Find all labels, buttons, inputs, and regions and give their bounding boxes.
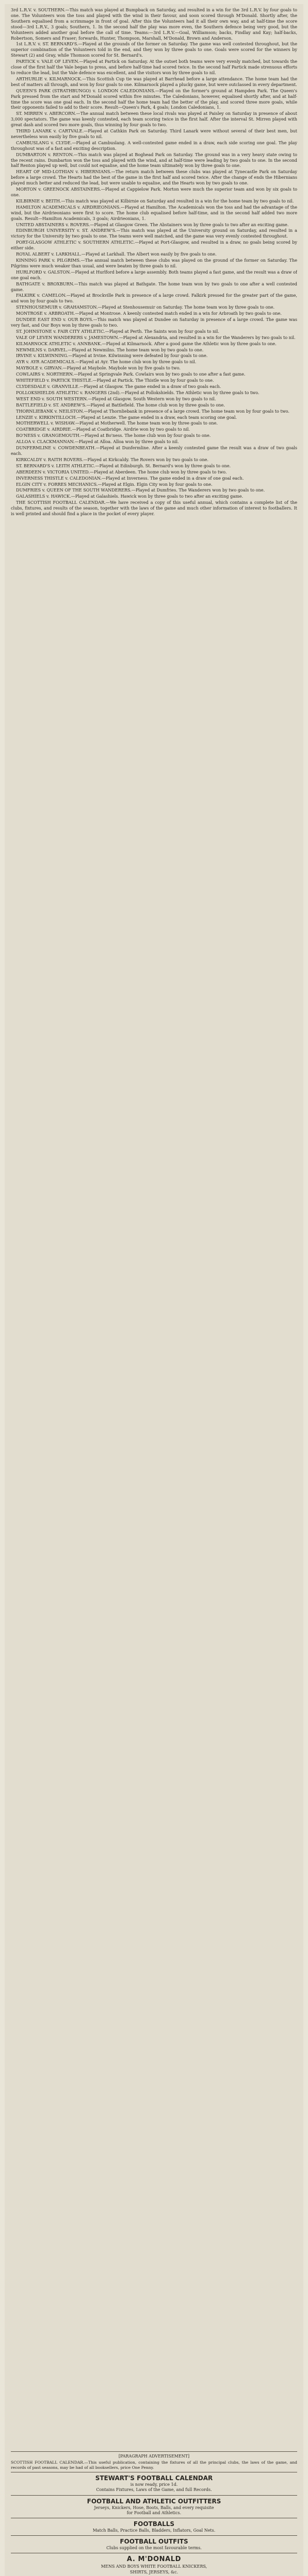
advertisements-section	[11, 2451, 297, 2575]
match-report-paragraph: WEST END v. SOUTH WESTERN.—Played at Glasgow. South Western won by two goals to nil.	[16, 396, 216, 401]
match-report-paragraph: VALE OF LEVEN WANDERERS v. JAMESTOWN.—Played at Alexandria, and resulted in a win for the Wanderers by two goals to nil.	[16, 334, 296, 340]
match-report-paragraph: NEWMILNS v. DARVEL.—Played at Newmilns. The home team won by two goals to one.	[16, 347, 204, 352]
match-report-paragraph: ELGIN CITY v. FORRES MECHANICS.—Played at Elgin. Elgin City won by four goals to one.	[16, 481, 213, 487]
ad-divider	[11, 2535, 297, 2536]
newspaper-page	[5, 4, 303, 2576]
match-report-paragraph: UNITED ABSTAINERS v. ROVERS.—Played at Glasgow Green. The Abstainers won by three goals to two after an exciting game.	[16, 222, 289, 227]
ad-footballs-title: FOOTBALLS	[133, 2520, 175, 2528]
ad-calendar-title: STEWART'S FOOTBALL CALENDAR	[95, 2475, 213, 2482]
match-report-paragraph: HEART OF MID-LOTHIAN v. HIBERNIANS.—The return match between these clubs was played at Tynecastle Park on Saturday before a large crowd. The Hearts had the best of the game in the first half and scored twice. After the change of ends the Hibernians played much better and reduced the lead, but were unable to equalise, and the Hearts won by two goals to one.	[11, 169, 297, 186]
ad-outfitters-title: FOOTBALL AND ATHLETIC OUTFITTERS	[87, 2497, 221, 2505]
football-results-column	[11, 7, 297, 2449]
match-report-paragraph: ST. BERNARD'S v. LEITH ATHLETIC.—Played at Edinburgh. St. Bernard's won by three goals to one.	[16, 463, 231, 468]
match-report-paragraph: MORTON v. GREENOCK ABSTAINERS.—Played at Cappielow Park. Morton were much the superior team and won by six goals to one.	[11, 187, 297, 197]
match-report-paragraph: STENHOUSEMUIR v. GRAHAMSTON.—Played at Stenhousemuir on Saturday. The home team won by three goals to one.	[16, 304, 275, 310]
match-report-paragraph: COWLAIRS v. NORTHERN.—Played at Springvale Park. Cowlairs won by two goals to one after a fast game.	[16, 371, 246, 377]
section-divider	[11, 2451, 297, 2452]
ad-mdonald-line: SHIRTS, JERSEYS, &c.	[129, 2569, 179, 2574]
match-report-paragraph: POLLOKSHIELDS ATHLETIC v. RANGERS (2nd).—Played at Pollokshields. The Athletic won by three goals to two.	[16, 389, 260, 395]
match-report-paragraph: ST. JOHNSTONE v. FAIR CITY ATHLETIC.—Played at Perth. The Saints won by four goals to nil.	[16, 328, 219, 334]
ad-divider	[11, 2495, 297, 2496]
match-report-paragraph: PORT-GLASGOW ATHLETIC v. SOUTHERN ATHLETIC.—Played at Port-Glasgow, and resulted in a draw, no goals being scored by either side.	[11, 240, 297, 251]
match-report-paragraph: GALASHIELS v. HAWICK.—Played at Galashiels. Hawick won by three goals to two after an exciting game.	[16, 494, 244, 499]
match-report-paragraph: CLYDESDALE v. GRANVILLE.—Played at Glasgow. The game ended in a draw of two goals each.	[16, 384, 221, 389]
match-report-paragraph: KIRKCALDY v. RAITH ROVERS.—Played at Kirkcaldy. The Rovers won by two goals to one.	[16, 456, 209, 462]
match-report-paragraph: BO'NESS v. GRANGEMOUTH.—Played at Bo'ness. The home club won by four goals to one.	[16, 433, 211, 438]
ad-outfits-line: Clubs supplied on the most favourable terms.	[106, 2546, 202, 2551]
match-report-paragraph: WHITEFIELD v. PARTICK THISTLE.—Played at Partick. The Thistle won by four goals to one.	[16, 378, 214, 383]
match-report-paragraph: MAYBOLE v. GIRVAN.—Played at Maybole. Maybole won by five goals to two.	[16, 365, 181, 371]
match-report-paragraph: ARTHURLIE v. KILMARNOCK.—This Scottish Cup tie was played at Barrhead before a large attendance. The home team had the best of matters all through, and won by four goals to one. Kilmarnock played a plucky game, but were outclassed in every department.	[11, 76, 297, 87]
match-report-paragraph: INVERNESS THISTLE v. CALEDONIAN.—Played at Inverness. The game ended in a draw of one goal each.	[16, 475, 244, 481]
match-report-paragraph: THIRD LANARK v. CARTVALE.—Played at Cathkin Park on Saturday. Third Lanark were without several of their best men, but nevertheless won easily by five goals to nil.	[11, 128, 297, 139]
ad-mdonald-title: A. M'DONALD	[126, 2555, 182, 2564]
match-report-paragraph: DUMFRIES v. QUEEN OF THE SOUTH WANDERERS.—Played at Dumfries. The Wanderers won by two goals to one.	[16, 487, 265, 493]
match-report-paragraph: IRVINE v. KILWINNING.—Played at Irvine. Kilwinning were defeated by four goals to one.	[16, 353, 208, 359]
match-report-paragraph: COATBRIDGE v. AIRDRIE.—Played at Coatbridge. Airdrie won by two goals to nil.	[16, 427, 190, 432]
match-report-paragraph: ABERDEEN v. VICTORIA UNITED.—Played at Aberdeen. The home club won by three goals to two.	[16, 469, 227, 474]
match-report-paragraph: ROYAL ALBERT v. LARKHALL.—Played at Larkhall. The Albert won easily by five goals to one.	[16, 251, 217, 257]
ad-mdonald-line: MENS AND BOYS WHITE FOOTBALL KNICKERS,	[101, 2564, 207, 2569]
match-report-paragraph: KILBIRNIE v. BEITH.—This match was played at Kilbirnie on Saturday and resulted in a win for the home team by two goals to nil.	[16, 198, 294, 204]
ad-outfits-title: FOOTBALL OUTFITS	[120, 2538, 188, 2546]
match-report-paragraph: ALLOA v. CLACKMANNAN.—Played at Alloa. Alloa won by three goals to nil.	[16, 439, 179, 445]
match-report-paragraph: DUNFERMLINE v. COWDENBEATH.—Played at Dunfermline. After a keenly contested game the result was a draw of two goals each.	[11, 445, 297, 456]
ad-outfitters-line: for Football and Athletics.	[126, 2510, 182, 2515]
ad-calendar-line: Contains Fixtures, Laws of the Game, and full Records.	[96, 2487, 212, 2493]
match-report-paragraph: KILMARNOCK ATHLETIC v. ANNBANK.—Played at Kilmarnock. After a good game the Athletic won by three goals to one.	[16, 341, 277, 346]
match-report-paragraph: LENZIE v. KIRKINTILLOCH.—Played at Lenzie. The game ended in a draw, each team scoring one goal.	[16, 414, 237, 420]
match-report-paragraph: FALKIRK v. CAMELON.—Played at Brockville Park in presence of a large crowd. Falkirk pressed for the greater part of the game, and won by four goals to two.	[11, 293, 297, 304]
match-report-paragraph: BATTLEFIELD v. ST. ANDREW'S.—Played at Battlefield. The home club won by three goals to one.	[16, 402, 225, 408]
match-report-paragraph: MONTROSE v. ARBROATH.—Played at Montrose. A keenly contested match ended in a win for Arbroath by two goals to one.	[16, 311, 282, 316]
match-report-paragraph: ST. MIRREN v. ABERCORN.—The annual match between these local rivals was played at Paisley on Saturday in presence of about 3,000 spectators. The game was keenly contested, each team scoring twice in the first half. After the interval St. Mirren played with great dash and scored two more goals, thus winning by four goals to two.	[11, 111, 297, 128]
match-report-paragraph: QUEEN'S PARK (STRATHBUNGO) v. LONDON CALEDONIANS.—Played on the former's ground at Hampden Park. The Queen's Park pressed from the start and M'Donald scored within five minutes. The Caledonians, however, equalised shortly after, and at half-time the score was one goal each. In the second half the home team had the better of the play, and scored three more goals, while their opponents failed to add to their score. Result—Queen's Park, 4 goals; London Caledonians, 1.	[11, 88, 297, 110]
match-report-paragraph: HURLFORD v. GALSTON.—Played at Hurlford before a large assembly. Both teams played a fast game, and the result was a draw of one goal each.	[11, 269, 297, 280]
ad-outfitters-line: Jerseys, Knickers, Hose, Boots, Balls, and every requisite	[94, 2505, 214, 2510]
match-report-paragraph: 1st L.R.V. v. ST. BERNARD'S.—Played at the grounds of the former on Saturday. The game was well contested throughout, but the superior combination of the Volunteers told in the end, and they won by three goals to one. Goals were scored for the winners by Stewart (2) and Gray, while Thomson scored for St. Bernard's.	[11, 41, 297, 58]
match-report-paragraph: THORNLIEBANK v. NEILSTON.—Played at Thornliebank in presence of a large crowd. The home team won by four goals to two.	[16, 408, 289, 414]
match-report-paragraph: DUMBARTON v. RENTON.—This match was played at Boghead Park on Saturday. The ground was in a very heavy state owing to the recent rains. Dumbarton won the toss and played with the wind, and at half-time were leading by two goals to one. In the second half Renton played up well, but could not equalise, and the home team ultimately won by three goals to one.	[11, 151, 297, 168]
match-report-paragraph: MOTHERWELL v. WISHAW.—Played at Motherwell. The home team won by three goals to one.	[16, 420, 218, 426]
match-report-paragraph: EDINBURGH UNIVERSITY v. ST. ANDREW'S.—This match was played at the University ground on Saturday, and resulted in a victory for the University by two goals to one. The teams were well matched, and the game was very evenly contested throughout.	[11, 228, 297, 239]
match-report-paragraph: BATHGATE v. BROXBURN.—This match was played at Bathgate. The home team won by two goals to one after a well contested game.	[11, 281, 297, 292]
match-report-paragraph: 3rd L.R.V. v. SOUTHERN.—This match was played at Bumpback on Saturday, and resulted in a win for the 3rd L.R.V. by four goals to one. The Volunteers won the toss and played with the wind in their favour, and soon scored through M'Donald. Shortly after, the Southern equalised from a scrimmage in front of goal. After this the Volunteers had it all their own way, and at half-time the score stood—3rd L.R.V., 3 goals; Southern, 1. In the second half the play was more even, the Southern defence being very good, but the Volunteers added another goal before the call of time. Teams:—3rd L.R.V.—Goal, Williamson; backs, Findlay and Kay; half-backs, Robertson, Somers and Fraser; forwards, Hunter, Thompson, Marshall, M'Donald, Brown and Anderson.	[11, 7, 297, 41]
paragraph-ad-text: SCOTTISH FOOTBALL CALENDAR.—This useful publication, containing the fixtures of all the principal clubs, the laws of the game, and records of past seasons, may be had of all booksellers, price One Penny.	[11, 2460, 297, 2470]
match-report-paragraph: AYR v. AYR ACADEMICALS.—Played at Ayr. The home club won by three goals to nil.	[16, 359, 197, 365]
match-report-paragraph: CAMBUSLANG v. CLYDE.—Played at Cambuslang. A well-contested game ended in a draw, each side scoring one goal. The play throughout was of a fast and exciting description.	[11, 140, 297, 151]
ad-footballs-line: Match Balls, Practice Balls, Bladders, Inflators, Goal Nets.	[92, 2528, 216, 2533]
match-report-paragraph: PARTICK v. VALE OF LEVEN.—Played at Partick on Saturday. At the outset both teams were very evenly matched, but towards the close of the first half the Vale began to press, and before half-time had scored twice. In the second half Partick made strenuous efforts to reduce the lead, but the Vale defence was excellent, and the visitors won by three goals to nil.	[11, 59, 297, 75]
match-report-paragraph: HAMILTON ACADEMICALS v. AIRDRIEONIANS.—Played at Hamilton. The Academicals won the toss and had the advantage of the wind, but the Airdrieonians were first to score. The home club equalised before half-time, and in the second half added two more goals. Result—Hamilton Academicals, 3 goals; Airdrieonians, 1.	[11, 204, 297, 221]
match-report-paragraph: KINNING PARK v. PILGRIMS.—The annual match between these clubs was played on the ground of the former on Saturday. The Pilgrims were much weaker than usual, and were beaten by three goals to nil.	[11, 257, 297, 268]
match-report-paragraph: THE SCOTTISH FOOTBALL CALENDAR.—We have received a copy of this useful annual, which contains a complete list of the clubs, fixtures, and results of the season, together with the laws of the game and much other information of interest to footballers. It is well printed and should find a place in the pocket of every player.	[11, 500, 297, 517]
ad-calendar-line: is now ready, price 1d.	[130, 2482, 178, 2487]
paragraph-ad-notice: [PARAGRAPH ADVERTISEMENT]	[118, 2454, 190, 2459]
match-report-paragraph: DUNDEE EAST END v. OUR BOYS.—This match was played at Dundee on Saturday in presence of a large crowd. The game was very fast, and Our Boys won by three goals to two.	[11, 317, 297, 328]
